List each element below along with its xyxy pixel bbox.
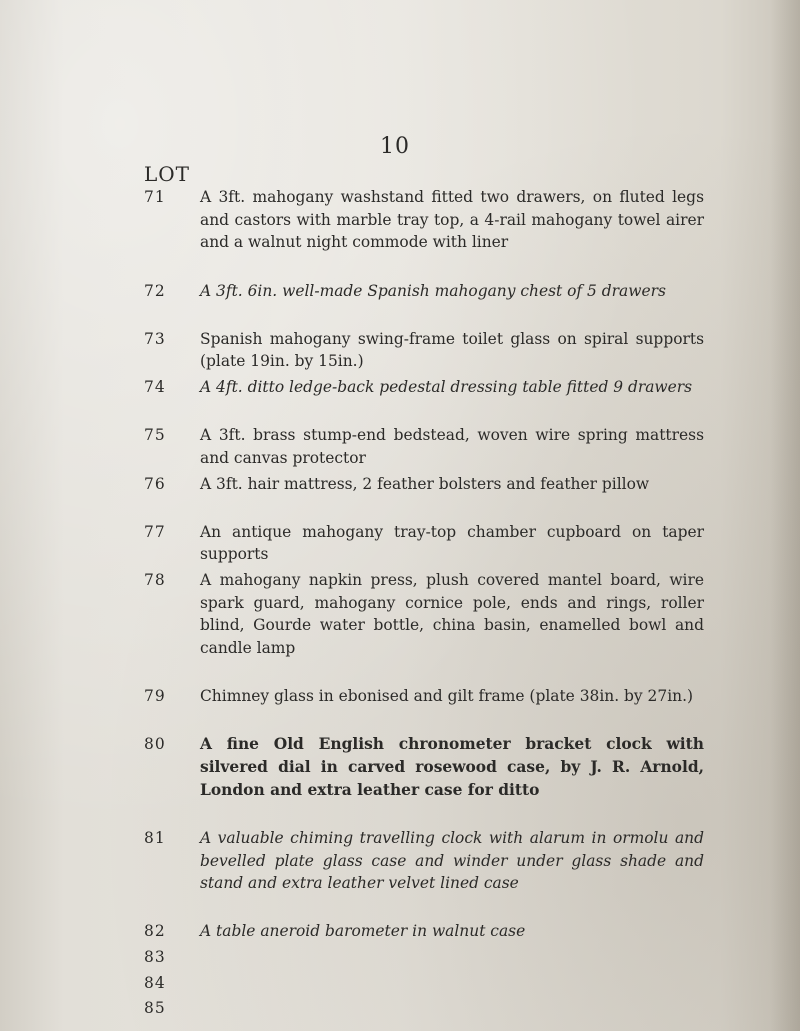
lot-number: 73 bbox=[144, 329, 166, 348]
lot-entry-72 bbox=[144, 280, 704, 303]
lot-entry-71 bbox=[144, 186, 704, 254]
lot-description: A valuable chiming travelling clock with alarum in ormolu and bevelled plate glass case and winder under glass shade and stand and extra leather velvet lined case bbox=[200, 828, 704, 893]
lot-entry-74 bbox=[144, 376, 704, 399]
lot-description: A 3ft. hair mattress, 2 feather bolsters and feather pillow bbox=[200, 474, 650, 493]
lot-description: A table aneroid barometer in walnut case bbox=[200, 922, 526, 941]
lot-entry-77 bbox=[144, 521, 704, 566]
lot-number: 85 bbox=[144, 999, 166, 1018]
lot-number: 79 bbox=[144, 687, 166, 706]
lot-description: Chimney glass in ebonised and gilt frame (plate 38in. by 27in.) bbox=[200, 687, 694, 706]
lot-entry-78 bbox=[144, 569, 704, 660]
lot-description: A mahogany napkin press, plush covered mantel board, wire spark guard, mahogany cornice pole, ends and rings, roller blind, Gourde water bottle, china basin, enamelled bowl and candle lamp bbox=[200, 571, 704, 657]
lot-entry-76 bbox=[144, 473, 704, 496]
lot-entry-75 bbox=[144, 424, 704, 469]
lot-number: 80 bbox=[144, 735, 166, 754]
lot-description: A 3ft. mahogany washstand fitted two drawers, on fluted legs and castors with marble tray top, a 4-rail mahogany towel airer and a walnut night commode with liner bbox=[200, 188, 704, 252]
lot-number: 78 bbox=[144, 571, 166, 590]
lot-entry-79 bbox=[144, 685, 704, 708]
lot-number: 81 bbox=[144, 828, 166, 847]
lot-number: 71 bbox=[144, 188, 166, 206]
lot-entry-81 bbox=[144, 827, 704, 895]
lot-column-header: LOT bbox=[144, 162, 191, 186]
lot-number: 82 bbox=[144, 922, 166, 941]
lot-number: 72 bbox=[144, 281, 166, 300]
lot-number: 76 bbox=[144, 474, 166, 493]
lot-number: 77 bbox=[144, 522, 166, 541]
lot-entry-73 bbox=[144, 328, 704, 373]
lot-description: Spanish mahogany swing-frame toilet glass on spiral supports (plate 19in. by 15in.) bbox=[200, 329, 704, 371]
lot-entry-82 bbox=[144, 920, 704, 943]
lot-number: 74 bbox=[144, 378, 166, 397]
page-edge-shadow bbox=[770, 0, 800, 1031]
lot-entry-80 bbox=[144, 733, 704, 801]
lot-number: 83 bbox=[144, 948, 166, 967]
lot-description: A 4ft. ditto ledge-back pedestal dressing table fitted 9 drawers bbox=[200, 378, 693, 397]
page-number: 10 bbox=[380, 134, 410, 159]
lot-description: A fine Old English chronometer bracket clock with silvered dial in carved rosewood case, by J. R. Arnold, London and extra leather case for ditto bbox=[200, 734, 704, 799]
lot-description: A 3ft. 6in. well-made Spanish mahogany chest of 5 drawers bbox=[200, 281, 666, 300]
lot-number: 75 bbox=[144, 426, 166, 445]
lot-number: 84 bbox=[144, 973, 166, 992]
lot-description: A 3ft. brass stump-end bedstead, woven wire spring mattress and canvas protector bbox=[200, 426, 704, 467]
lot-description: An antique mahogany tray-top chamber cupboard on taper supports bbox=[200, 522, 704, 564]
